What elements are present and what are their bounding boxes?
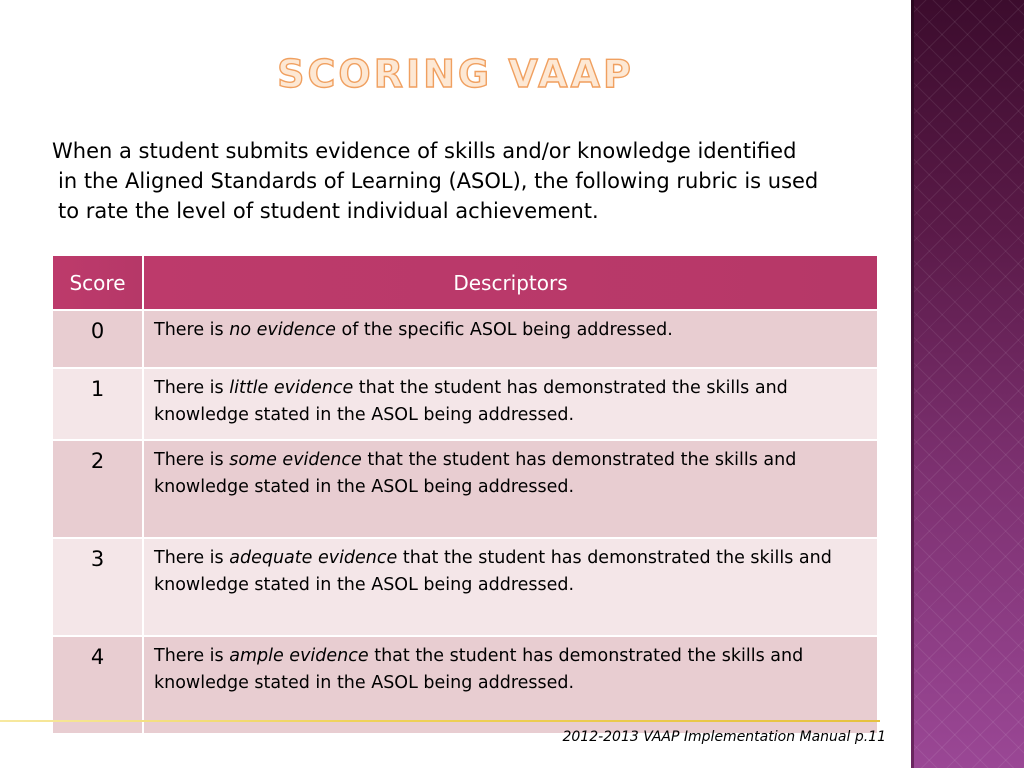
table-row <box>52 440 878 538</box>
descriptors-column-header: Descriptors <box>143 255 878 310</box>
descriptor-cell <box>143 368 878 440</box>
score-cell: 3 <box>52 538 143 636</box>
decorative-side-band <box>911 0 1024 768</box>
descriptor-text: There is <box>154 378 230 398</box>
score-cell: 4 <box>52 636 143 734</box>
evidence-level: little evidence <box>229 378 354 398</box>
descriptor-cell <box>143 310 878 368</box>
table-row <box>52 310 878 368</box>
slide-title: SCORING VAAP <box>277 52 634 96</box>
evidence-level: adequate evidence <box>229 548 398 568</box>
table-row <box>52 368 878 440</box>
descriptor-text: There is <box>154 548 230 568</box>
intro-paragraph <box>44 136 894 226</box>
footer-divider <box>0 720 880 722</box>
descriptor-text: that the student has demonstrated the skills and knowledge stated in the ASOL being addressed. <box>154 646 804 693</box>
score-cell: 0 <box>52 310 143 368</box>
score-cell: 1 <box>52 368 143 440</box>
rubric-table <box>51 254 879 735</box>
score-cell: 2 <box>52 440 143 538</box>
descriptor-cell <box>143 538 878 636</box>
descriptor-text: that the student has demonstrated the skills and knowledge stated in the ASOL being addressed. <box>154 378 788 425</box>
descriptor-cell <box>143 440 878 538</box>
descriptor-text: There is <box>154 646 230 666</box>
descriptor-text: There is <box>154 450 230 470</box>
score-column-header: Score <box>52 255 143 310</box>
footer-citation: 2012-2013 VAAP Implementation Manual p.11 <box>562 729 886 745</box>
table-row <box>52 538 878 636</box>
evidence-level: some evidence <box>229 450 362 470</box>
descriptor-text: There is <box>154 320 230 340</box>
intro-line: to rate the level of student individual achievement. <box>58 199 599 223</box>
evidence-level: ample evidence <box>229 646 369 666</box>
descriptor-text: that the student has demonstrated the skills and knowledge stated in the ASOL being addressed. <box>154 450 797 497</box>
evidence-level: no evidence <box>229 320 336 340</box>
intro-line: in the Aligned Standards of Learning (ASOL), the following rubric is used <box>58 169 819 193</box>
intro-line: When a student submits evidence of skills and/or knowledge identified <box>52 139 797 163</box>
table-header-row <box>52 255 878 310</box>
descriptor-text: that the student has demonstrated the skills and knowledge stated in the ASOL being addressed. <box>154 548 832 595</box>
descriptor-text: of the specific ASOL being addressed. <box>335 320 673 340</box>
